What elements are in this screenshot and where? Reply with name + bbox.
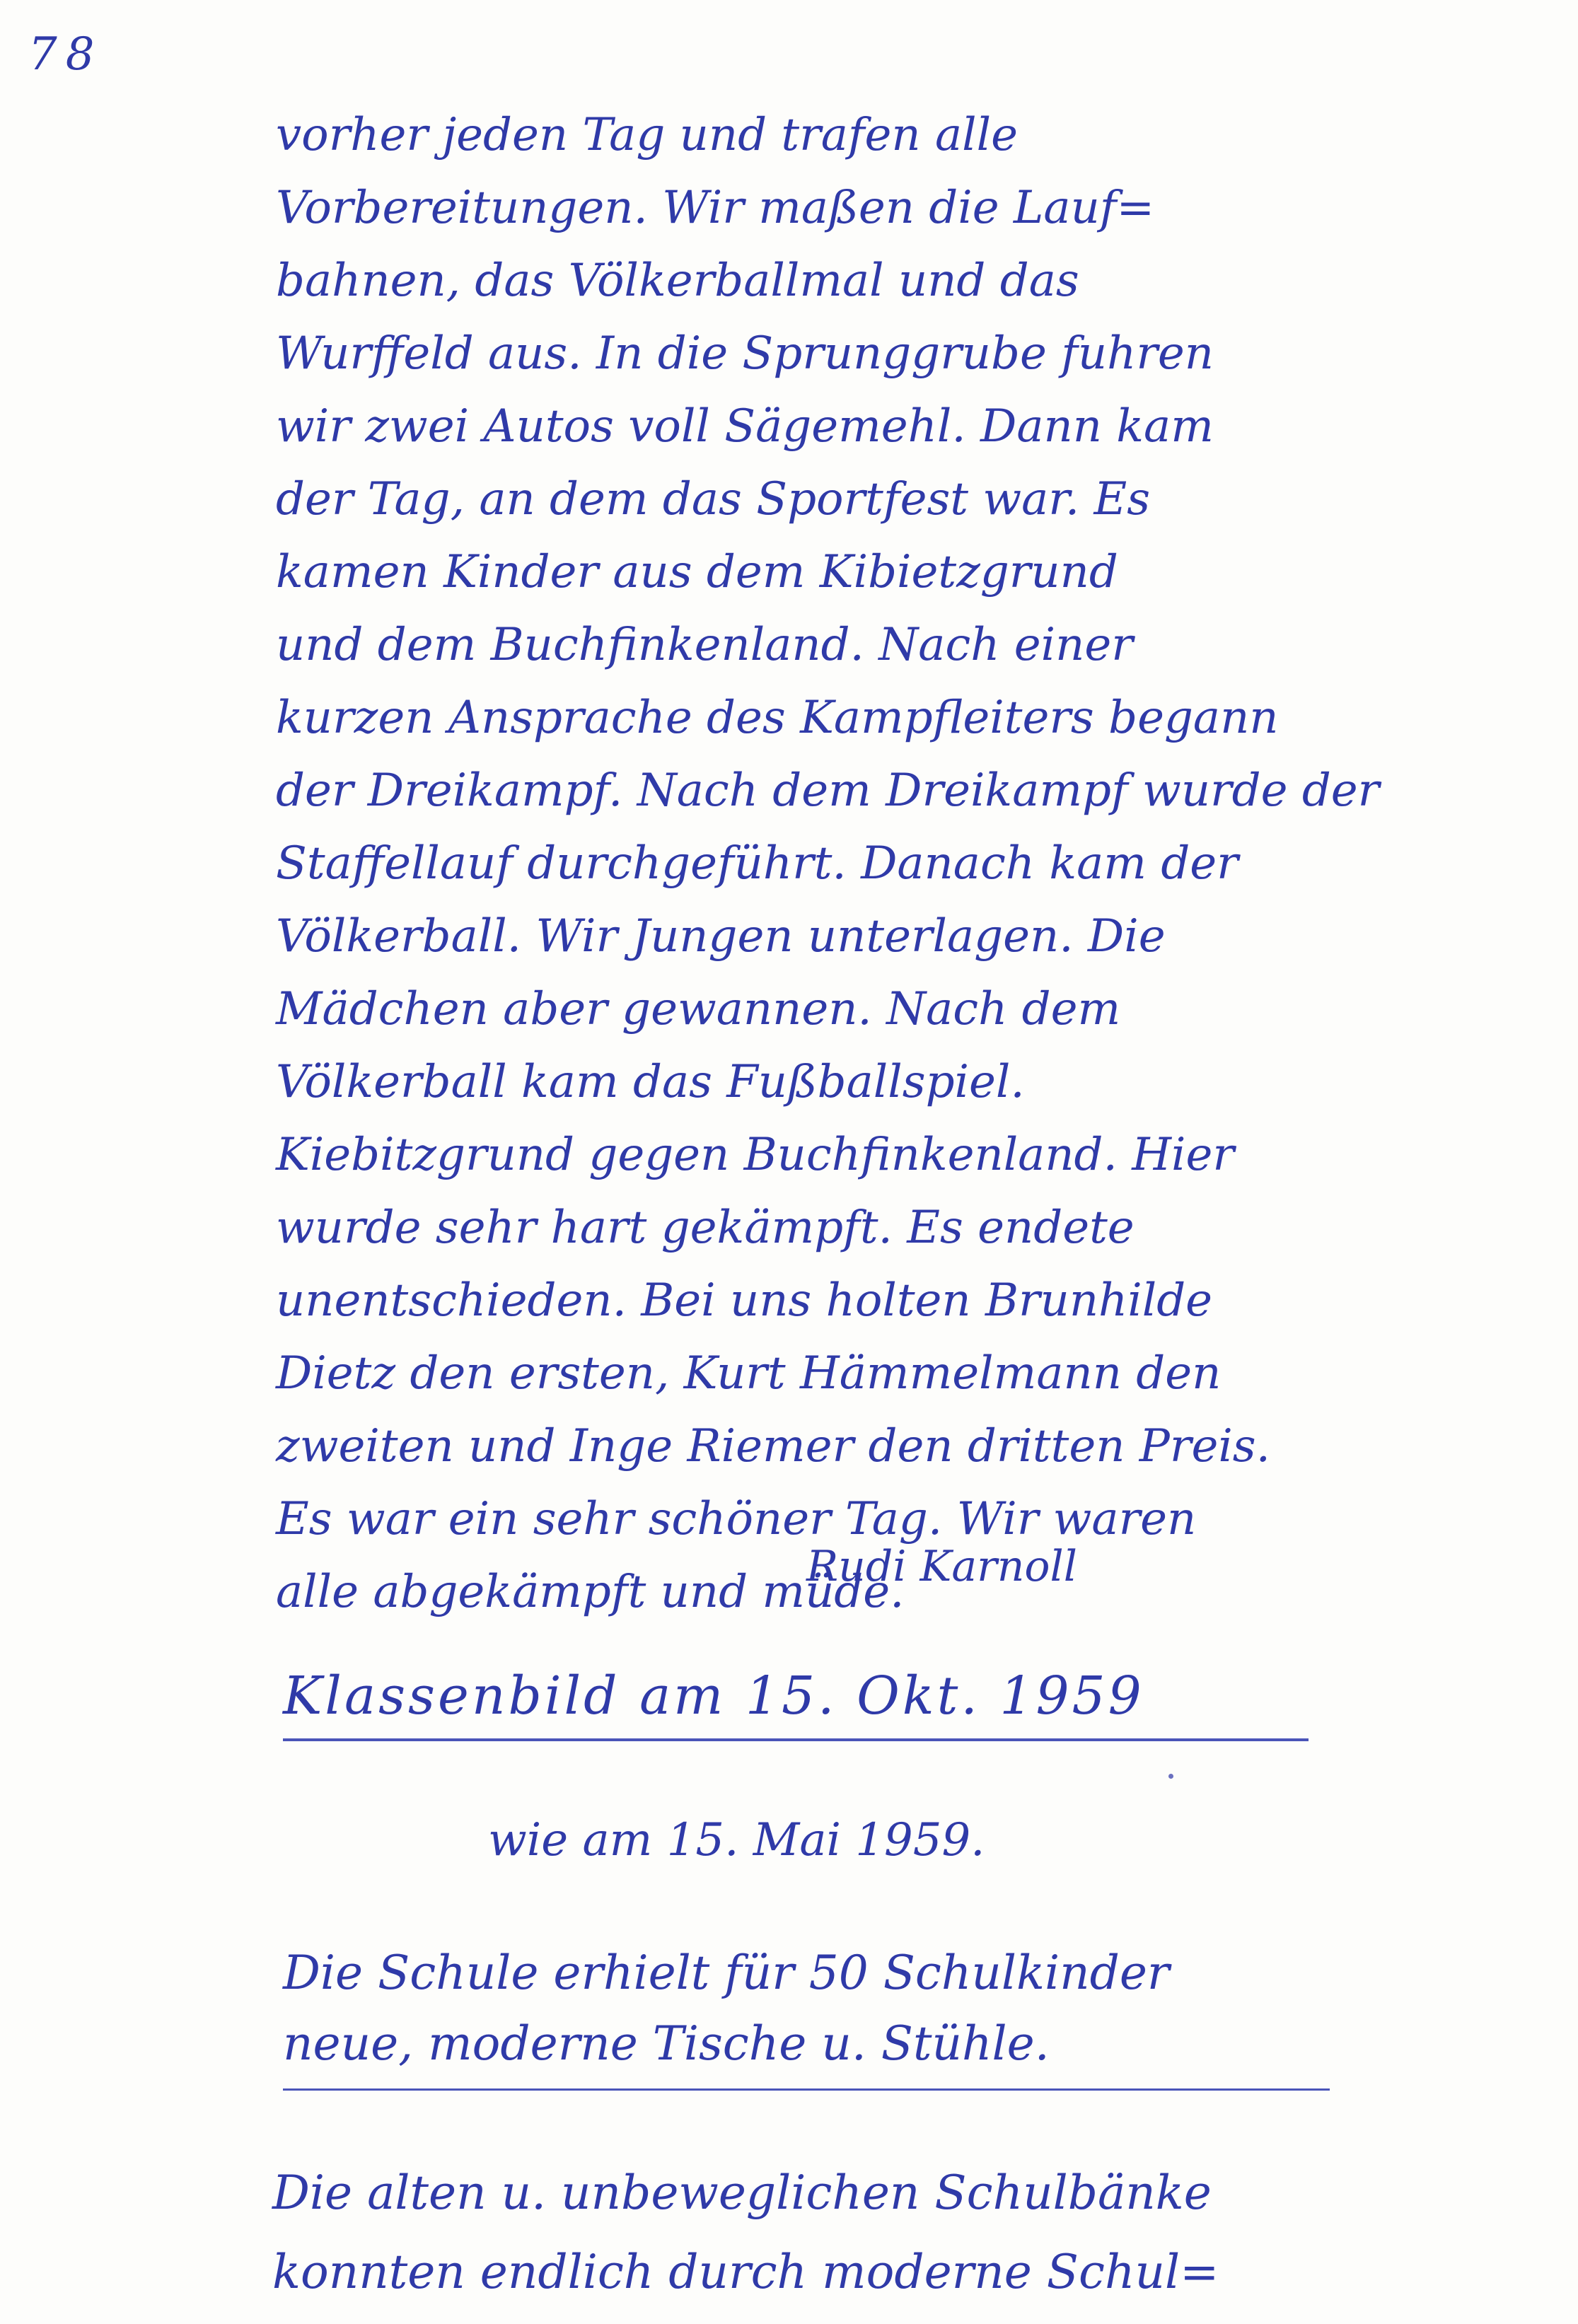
text-line: zweiten und Inge Riemer den dritten Preis. <box>276 1420 1270 1472</box>
note-underline <box>283 2088 1330 2091</box>
text-line: Die alten u. unbeweglichen Schulbänke <box>272 2166 1212 2220</box>
heading-underline <box>283 1738 1309 1741</box>
text-line: Die Schule erhielt für 50 Schulkinder <box>283 1946 1170 2000</box>
ink-dot <box>1168 1774 1173 1779</box>
text-line: Kiebitzgrund gegen Buchfinkenland. Hier <box>276 1129 1234 1181</box>
text-line: und dem Buchfinkenland. Nach einer <box>276 619 1133 671</box>
page-number: 78 <box>28 28 103 81</box>
text-line: Dietz den ersten, Kurt Hämmelmann den <box>276 1347 1222 1400</box>
furniture-note <box>283 1938 1344 2079</box>
essay-text <box>276 99 1443 1629</box>
text-line: kurzen Ansprache des Kampfleiters begann <box>276 692 1279 744</box>
text-line: neue, moderne Tische u. Stühle. <box>283 2016 1050 2071</box>
text-line: Völkerball. Wir Jungen unterlagen. Die <box>276 910 1166 963</box>
section-heading: Klassenbild am 15. Okt. 1959 <box>283 1666 1144 1726</box>
text-line: vorher jeden Tag und trafen alle <box>276 109 1018 161</box>
text-line: alle abgekämpft und müde. <box>276 1566 905 1618</box>
text-line: Mädchen aber gewannen. Nach dem <box>276 983 1121 1035</box>
text-line: wir zwei Autos voll Sägemehl. Dann kam <box>276 400 1214 453</box>
text-line: unentschieden. Bei uns holten Brunhilde <box>276 1274 1213 1327</box>
text-line: Völkerball kam das Fußballspiel. <box>276 1056 1025 1108</box>
text-line: konnten endlich durch moderne Schul= <box>272 2245 1219 2299</box>
signature: Rudi Karnoll <box>806 1542 1077 1591</box>
text-line: der Tag, an dem das Sportfest war. Es <box>276 473 1151 525</box>
same-as-note: wie am 15. Mai 1959. <box>488 1814 985 1866</box>
text-line: Staffellauf durchgeführt. Danach kam der <box>276 837 1238 890</box>
text-line: bahnen, das Völkerballmal und das <box>276 255 1079 307</box>
text-line: Vorbereitungen. Wir maßen die Lauf= <box>276 182 1155 234</box>
text-line: Wurffeld aus. In die Sprunggrube fuhren <box>276 327 1214 380</box>
text-line: wurde sehr hart gekämpft. Es endete <box>276 1202 1135 1254</box>
benches-note <box>272 2154 1404 2312</box>
text-line: kamen Kinder aus dem Kibietzgrund <box>276 546 1118 598</box>
text-line: der Dreikampf. Nach dem Dreikampf wurde der <box>276 765 1380 817</box>
text-line: Es war ein sehr schöner Tag. Wir waren <box>276 1493 1197 1545</box>
